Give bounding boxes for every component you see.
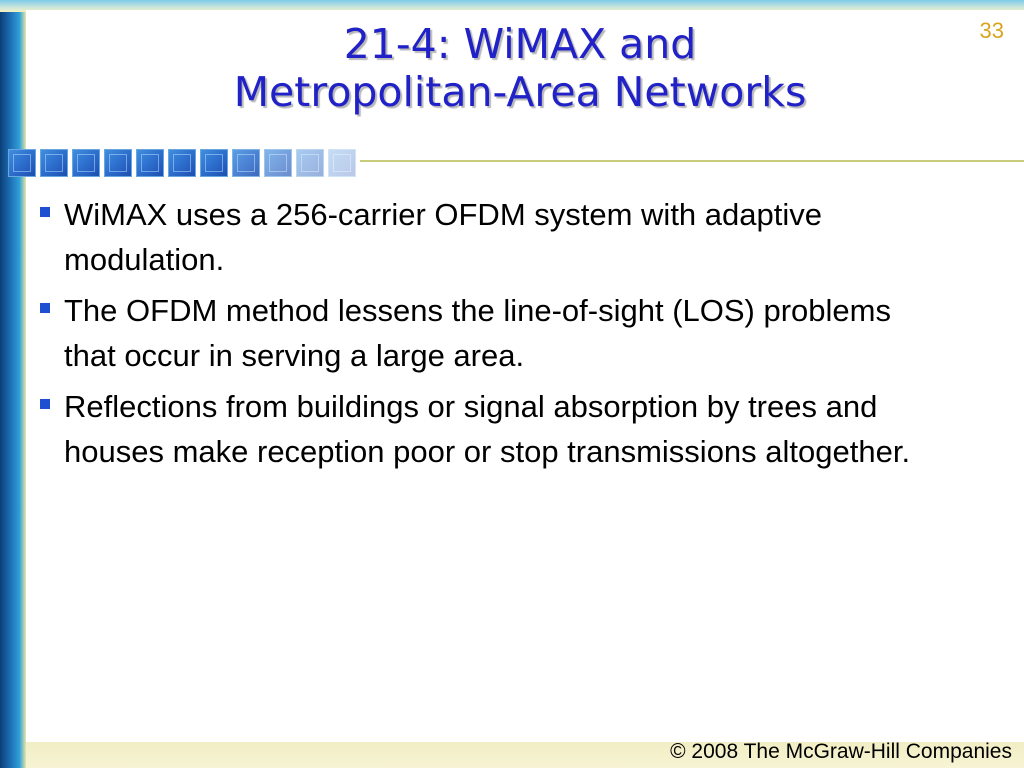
square-bullet-icon — [40, 303, 50, 313]
square-icon — [8, 149, 36, 177]
square-icon — [232, 149, 260, 177]
square-icon — [136, 149, 164, 177]
slide-title — [40, 20, 1000, 116]
title-divider — [360, 160, 1024, 162]
decorative-squares — [8, 149, 360, 177]
list-item — [36, 288, 936, 378]
bullet-text: WiMAX uses a 256-carrier OFDM system with adaptive modulation. — [64, 197, 822, 277]
square-bullet-icon — [40, 207, 50, 217]
title-line-1: 21-4: WiMAX and — [343, 20, 697, 68]
slide-number: 33 — [979, 18, 1004, 43]
list-item — [36, 384, 936, 474]
title-line-2: Metropolitan-Area Networks — [233, 68, 807, 116]
square-icon — [72, 149, 100, 177]
square-icon — [264, 149, 292, 177]
square-icon — [328, 149, 356, 177]
list-item — [36, 192, 936, 282]
copyright-footer: © 2008 The McGraw-Hill Companies — [670, 740, 1012, 763]
square-icon — [200, 149, 228, 177]
bullet-text: The OFDM method lessens the line-of-sight (LOS) problems that occur in serving a large area. — [64, 293, 891, 373]
square-icon — [296, 149, 324, 177]
square-icon — [168, 149, 196, 177]
left-gradient-bar — [0, 0, 26, 768]
square-icon — [104, 149, 132, 177]
square-bullet-icon — [40, 399, 50, 409]
square-icon — [40, 149, 68, 177]
bullet-list — [36, 192, 936, 480]
bullet-text: Reflections from buildings or signal absorption by trees and houses make reception poor or stop transmissions altogether. — [64, 389, 911, 469]
